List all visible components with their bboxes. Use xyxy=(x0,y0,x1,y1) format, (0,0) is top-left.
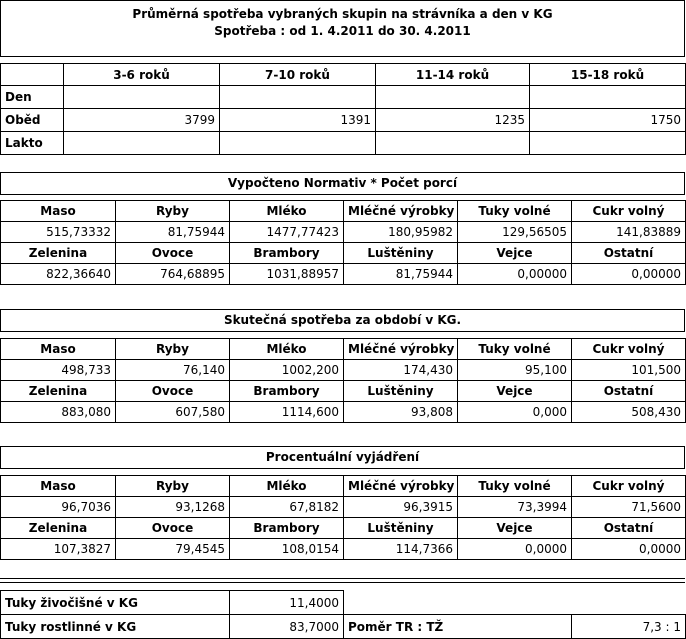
table-cell xyxy=(64,132,220,155)
report-title: Průměrná spotřeba vybraných skupin na strávníka a den v KG xyxy=(132,7,553,21)
table-cell: 76,140 xyxy=(116,360,230,381)
report-period: Spotřeba : od 1. 4.2011 do 30. 4.2011 xyxy=(214,24,471,38)
table-cell: 129,56505 xyxy=(458,222,572,243)
report-header xyxy=(0,0,685,57)
table-cell: 114,7366 xyxy=(344,539,458,560)
actual-table xyxy=(0,338,686,423)
col-header: Ostatní xyxy=(572,381,686,402)
table-cell xyxy=(220,132,376,155)
col-header: Ostatní xyxy=(572,518,686,539)
table-cell xyxy=(64,86,220,109)
col-header: Zelenina xyxy=(1,381,116,402)
empty-cell xyxy=(344,591,686,615)
table-cell: 1391 xyxy=(220,109,376,132)
table-cell xyxy=(220,86,376,109)
age-header: 3-6 roků xyxy=(64,64,220,86)
table-cell: 108,0154 xyxy=(230,539,344,560)
table-cell: 0,00000 xyxy=(458,264,572,285)
col-header: Luštěniny xyxy=(344,243,458,264)
separator-line xyxy=(0,582,685,583)
col-header: Brambory xyxy=(230,381,344,402)
animal-fats-value: 11,4000 xyxy=(230,591,344,615)
col-header: Ovoce xyxy=(116,518,230,539)
table-cell: 0,00000 xyxy=(572,264,686,285)
table-cell: 498,733 xyxy=(1,360,116,381)
age-group-table xyxy=(0,63,686,155)
col-header: Ryby xyxy=(116,476,230,497)
col-header: Maso xyxy=(1,339,116,360)
table-cell: 93,808 xyxy=(344,402,458,423)
table-cell: 81,75944 xyxy=(344,264,458,285)
col-header: Brambory xyxy=(230,518,344,539)
col-header: Luštěniny xyxy=(344,381,458,402)
percent-title: Procentuální vyjádření xyxy=(0,446,685,469)
table-cell: 1031,88957 xyxy=(230,264,344,285)
col-header: Tuky volné xyxy=(458,476,572,497)
percent-table xyxy=(0,475,686,560)
col-header: Ryby xyxy=(116,339,230,360)
col-header: Mléčné výrobky xyxy=(344,476,458,497)
row-label-lakto: Lakto xyxy=(1,132,64,155)
table-cell: 1235 xyxy=(376,109,530,132)
col-header: Brambory xyxy=(230,243,344,264)
table-cell: 81,75944 xyxy=(116,222,230,243)
table-cell: 0,0000 xyxy=(458,539,572,560)
table-cell: 0,0000 xyxy=(572,539,686,560)
col-header: Tuky volné xyxy=(458,201,572,222)
table-cell: 3799 xyxy=(64,109,220,132)
table-cell: 1002,200 xyxy=(230,360,344,381)
col-header: Ovoce xyxy=(116,243,230,264)
col-header: Vejce xyxy=(458,518,572,539)
fats-table xyxy=(0,590,686,639)
table-cell: 0,000 xyxy=(458,402,572,423)
col-header: Mléko xyxy=(230,339,344,360)
table-cell xyxy=(530,86,686,109)
table-cell: 764,68895 xyxy=(116,264,230,285)
normativ-title: Vypočteno Normativ * Počet porcí xyxy=(0,172,685,195)
col-header: Ovoce xyxy=(116,381,230,402)
age-header: 11-14 roků xyxy=(376,64,530,86)
table-cell: 107,3827 xyxy=(1,539,116,560)
ratio-value: 7,3 : 1 xyxy=(572,615,686,639)
plant-fats-label: Tuky rostlinné v KG xyxy=(1,615,230,639)
col-header: Mléko xyxy=(230,476,344,497)
table-cell: 73,3994 xyxy=(458,497,572,518)
table-cell: 607,580 xyxy=(116,402,230,423)
table-cell: 101,500 xyxy=(572,360,686,381)
col-header: Mléko xyxy=(230,201,344,222)
table-cell xyxy=(376,86,530,109)
table-cell: 180,95982 xyxy=(344,222,458,243)
separator-line xyxy=(0,578,685,579)
col-header: Mléčné výrobky xyxy=(344,201,458,222)
col-header: Ryby xyxy=(116,201,230,222)
col-header: Cukr volný xyxy=(572,201,686,222)
age-header: 7-10 roků xyxy=(220,64,376,86)
animal-fats-label: Tuky živočišné v KG xyxy=(1,591,230,615)
table-cell: 71,5600 xyxy=(572,497,686,518)
table-cell: 79,4545 xyxy=(116,539,230,560)
ratio-label: Poměr TR : TŽ xyxy=(344,615,572,639)
col-header: Maso xyxy=(1,201,116,222)
table-cell: 96,3915 xyxy=(344,497,458,518)
col-header: Zelenina xyxy=(1,243,116,264)
plant-fats-value: 83,7000 xyxy=(230,615,344,639)
table-cell: 96,7036 xyxy=(1,497,116,518)
table-cell: 1477,77423 xyxy=(230,222,344,243)
table-cell: 508,430 xyxy=(572,402,686,423)
table-cell: 67,8182 xyxy=(230,497,344,518)
table-cell: 95,100 xyxy=(458,360,572,381)
row-label-den: Den xyxy=(1,86,64,109)
col-header: Vejce xyxy=(458,243,572,264)
table-cell: 515,73332 xyxy=(1,222,116,243)
table-cell: 1750 xyxy=(530,109,686,132)
table-cell xyxy=(376,132,530,155)
table-cell: 1114,600 xyxy=(230,402,344,423)
age-table-corner xyxy=(1,64,64,86)
col-header: Vejce xyxy=(458,381,572,402)
col-header: Luštěniny xyxy=(344,518,458,539)
col-header: Tuky volné xyxy=(458,339,572,360)
actual-title: Skutečná spotřeba za období v KG. xyxy=(0,309,685,332)
table-cell xyxy=(530,132,686,155)
normativ-table xyxy=(0,200,686,285)
table-cell: 822,36640 xyxy=(1,264,116,285)
col-header: Zelenina xyxy=(1,518,116,539)
table-cell: 174,430 xyxy=(344,360,458,381)
col-header: Cukr volný xyxy=(572,476,686,497)
col-header: Ostatní xyxy=(572,243,686,264)
row-label-obed: Oběd xyxy=(1,109,64,132)
age-header: 15-18 roků xyxy=(530,64,686,86)
table-cell: 883,080 xyxy=(1,402,116,423)
table-cell: 93,1268 xyxy=(116,497,230,518)
col-header: Mléčné výrobky xyxy=(344,339,458,360)
table-cell: 141,83889 xyxy=(572,222,686,243)
col-header: Cukr volný xyxy=(572,339,686,360)
col-header: Maso xyxy=(1,476,116,497)
